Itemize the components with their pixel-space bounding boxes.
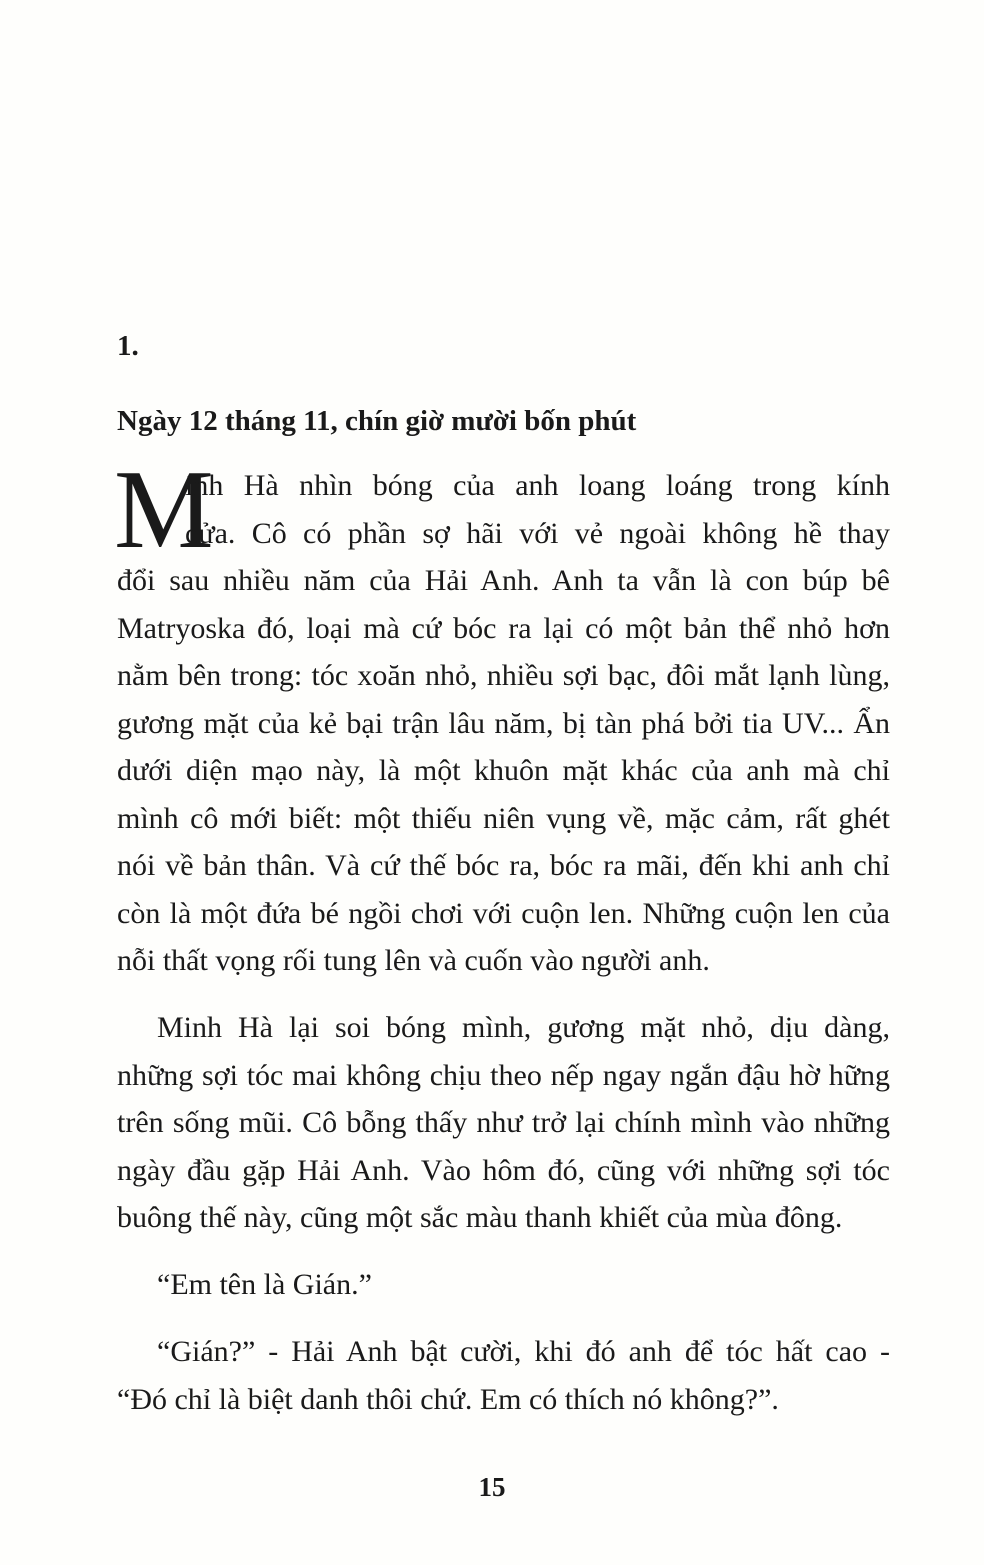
text-line: trên sống mũi. Cô bỗng thấy như trở lại chính mình vào những bbox=[117, 1106, 890, 1139]
text-line: gương mặt của kẻ bại trận lâu năm, bị tàn phá bởi tia UV... Ẩn bbox=[117, 707, 890, 740]
text-line: inh Hà nhìn bóng của anh loang loáng trong kính bbox=[185, 469, 890, 502]
text-line: “Gián?” - Hải Anh bật cười, khi đó anh để tóc hất cao - bbox=[157, 1335, 890, 1368]
text-line: đổi sau nhiều năm của Hải Anh. Anh ta vẫn là con búp bê bbox=[117, 564, 890, 597]
chapter-number: 1. bbox=[117, 330, 139, 362]
text-line: nói về bản thân. Và cứ thế bóc ra, bóc ra mãi, đến khi anh chỉ bbox=[117, 849, 890, 882]
text-line: nằm bên trong: tóc xoăn nhỏ, nhiều sợi bạc, đôi mắt lạnh lùng, bbox=[117, 659, 890, 692]
text-line: mình cô mới biết: một thiếu niên vụng về, mặc cảm, rất ghét bbox=[117, 802, 890, 835]
text-line: Minh Hà lại soi bóng mình, gương mặt nhỏ, dịu dàng, bbox=[157, 1011, 890, 1044]
section-title: Ngày 12 tháng 11, chín giờ mười bốn phút bbox=[117, 405, 637, 437]
text-line: cửa. Cô có phần sợ hãi với vẻ ngoài không hề thay bbox=[185, 517, 890, 550]
drop-cap: M bbox=[114, 448, 214, 572]
text-line: còn là một đứa bé ngồi chơi với cuộn len. Những cuộn len của bbox=[117, 897, 890, 930]
text-line: Matryoska đó, loại mà cứ bóc ra lại có một bản thể nhỏ hơn bbox=[117, 612, 890, 645]
text-line: “Em tên là Gián.” bbox=[157, 1268, 372, 1301]
text-line: “Đó chỉ là biệt danh thôi chứ. Em có thích nó không?”. bbox=[117, 1383, 779, 1416]
text-line: buông thế này, cũng một sắc màu thanh khiết của mùa đông. bbox=[117, 1201, 843, 1234]
page-number: 15 bbox=[478, 1472, 506, 1502]
text-line: nỗi thất vọng rối tung lên và cuốn vào người anh. bbox=[117, 944, 710, 977]
text-line: những sợi tóc mai không chịu theo nếp ngay ngắn đậu hờ hững bbox=[117, 1059, 890, 1092]
text-line: dưới diện mạo này, là một khuôn mặt khác của anh mà chỉ bbox=[117, 754, 890, 787]
text-line: ngày đầu gặp Hải Anh. Vào hôm đó, cũng với những sợi tóc bbox=[117, 1154, 890, 1187]
